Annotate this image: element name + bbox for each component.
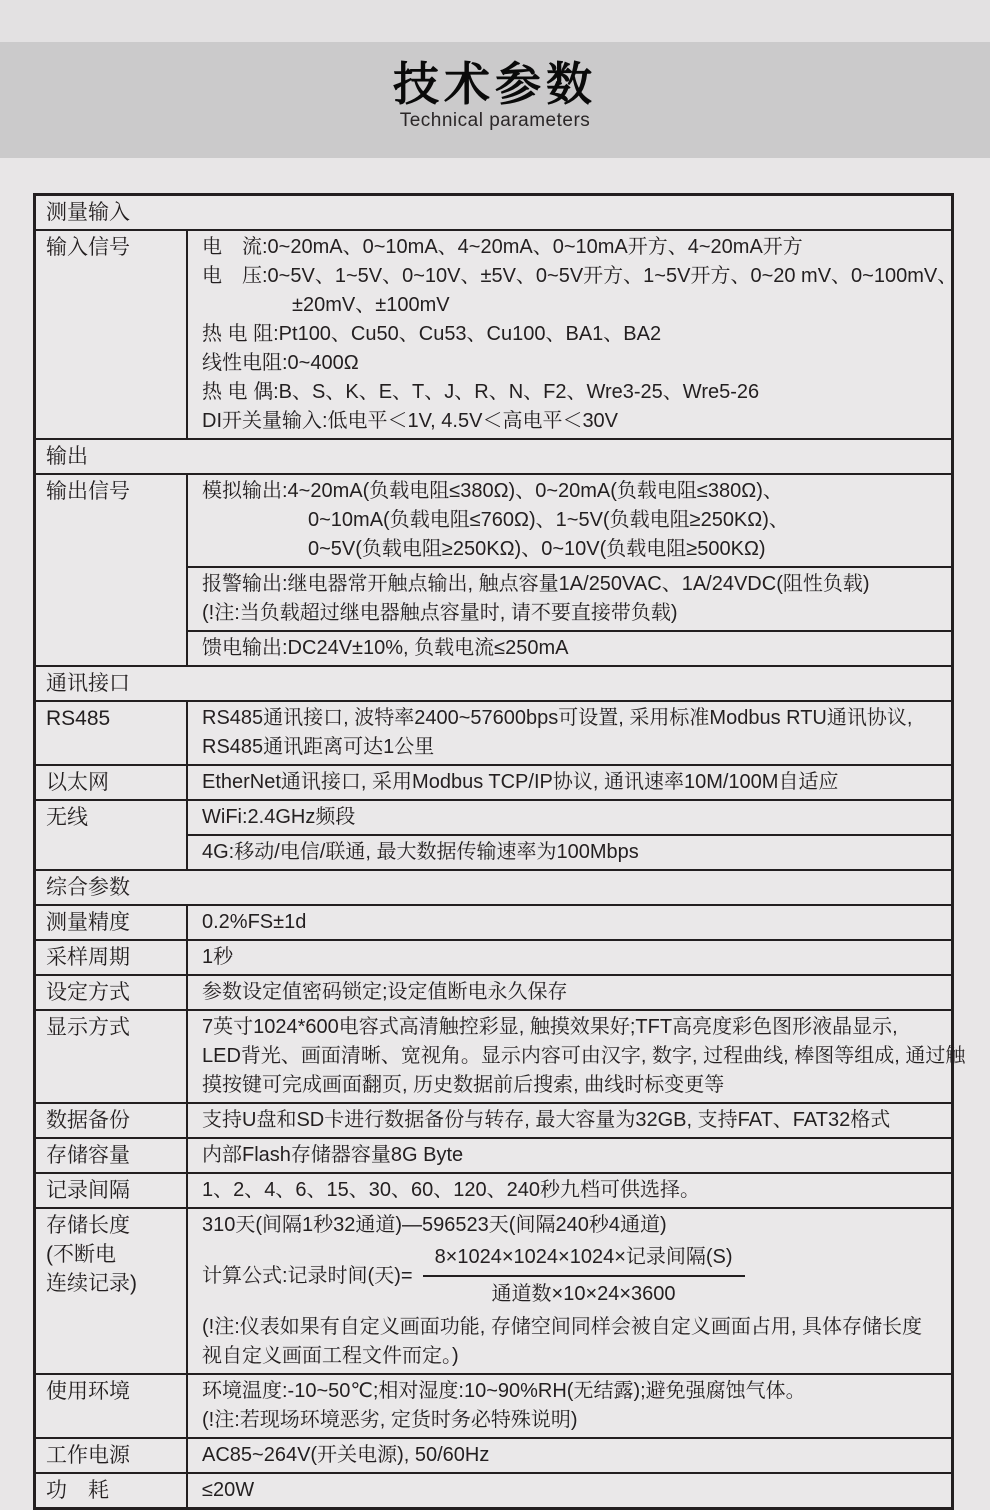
spec-line: 支持U盘和SD卡进行数据备份与转存, 最大容量为32GB, 支持FAT、FAT32格式	[202, 1109, 891, 1131]
spec-line: 电 压:0~5V、1~5V、0~10V、±5V、0~5V开方、1~5V开方、0~20 mV、0~100mV、	[202, 265, 958, 287]
title-band	[0, 42, 990, 158]
spec-line: 视自定义画面工程文件而定。)	[202, 1345, 459, 1367]
spec-line: ±20mV、±100mV	[292, 294, 450, 316]
row-label: 数据备份	[36, 1104, 188, 1137]
table-row-interval	[36, 1172, 951, 1207]
table-row-output-signal	[36, 473, 951, 665]
spec-line: 模拟输出:4~20mA(负载电阻≤380Ω)、0~20mA(负载电阻≤380Ω)、	[202, 480, 783, 502]
table-row-capacity	[36, 1137, 951, 1172]
table-row-input-signal	[36, 229, 958, 438]
section-header: 测量输入	[46, 201, 130, 224]
row-content	[188, 976, 951, 1009]
row-label: 功 耗	[36, 1474, 188, 1507]
row-content	[188, 1011, 966, 1102]
spec-table	[33, 193, 966, 1510]
spec-line: WiFi:2.4GHz频段	[202, 806, 356, 828]
table-row-power	[36, 1437, 951, 1472]
row-content	[188, 475, 951, 665]
spec-line: (!注:当负载超过继电器触点容量时, 请不要直接带负载)	[202, 602, 678, 624]
row-content	[188, 766, 951, 799]
row-content	[188, 941, 951, 974]
spec-line: 1秒	[202, 946, 234, 968]
table-row-backup	[36, 1102, 951, 1137]
row-content	[188, 1474, 951, 1507]
spec-line: 报警输出:继电器常开触点输出, 触点容量1A/250VAC、1A/24VDC(阻性负载)	[202, 573, 870, 595]
row-label: RS485	[36, 702, 188, 764]
formula-fraction	[423, 1243, 745, 1309]
table-row-display	[36, 1009, 966, 1102]
spec-line: LED背光、画面清晰、宽视角。显示内容可由汉字, 数字, 过程曲线, 棒图等组成, 通过触	[202, 1045, 966, 1067]
row-label: 记录间隔	[36, 1174, 188, 1207]
formula-denominator: 通道数×10×24×3600	[491, 1283, 676, 1305]
table-row-ethernet	[36, 764, 951, 799]
spec-line: 参数设定值密码锁定;设定值断电永久保存	[202, 981, 568, 1003]
table-row-consumption	[36, 1472, 951, 1507]
spec-line: 0.2%FS±1d	[202, 911, 307, 933]
section-header: 综合参数	[46, 876, 130, 899]
row-label: 测量精度	[36, 906, 188, 939]
table-row-rs485	[36, 700, 951, 764]
section-row-output	[36, 438, 951, 473]
spec-line: 4G:移动/电信/联通, 最大数据传输速率为100Mbps	[202, 841, 639, 863]
formula-numerator: 8×1024×1024×1024×记录间隔(S)	[423, 1243, 745, 1277]
row-content	[188, 801, 951, 869]
spec-line: (!注:若现场环境恶劣, 定货时务必特殊说明)	[202, 1409, 578, 1431]
row-content	[188, 1174, 951, 1207]
spec-line: 0~10mA(负载电阻≤760Ω)、1~5V(负载电阻≥250KΩ)、	[308, 509, 789, 531]
analog-output-block	[188, 475, 951, 566]
row-label: 输出信号	[36, 475, 188, 665]
page-title: 技术参数	[393, 58, 597, 110]
spec-line: RS485通讯距离可达1公里	[202, 736, 435, 758]
4g-block	[188, 834, 951, 869]
feed-output-block	[188, 630, 951, 665]
spec-line: 环境温度:-10~50℃;相对湿度:10~90%RH(无结露);避免强腐蚀气体。	[202, 1380, 806, 1402]
spec-line: 1、2、4、6、15、30、60、120、240秒九档可供选择。	[202, 1179, 700, 1201]
section-header: 通讯接口	[46, 672, 130, 695]
row-label-line: 连续记录)	[46, 1272, 137, 1295]
spec-line: 摸按键可完成画面翻页, 历史数据前后搜索, 曲线时标变更等	[202, 1074, 725, 1096]
spec-line: 热 电 阻:Pt100、Cu50、Cu53、Cu100、BA1、BA2	[202, 323, 662, 345]
spec-line: 内部Flash存储器容量8G Byte	[202, 1144, 464, 1166]
section-row-measure-input	[36, 196, 951, 229]
row-content	[188, 1439, 951, 1472]
table-row-accuracy	[36, 904, 951, 939]
spec-line: 7英寸1024*600电容式高清触控彩显, 触摸效果好;TFT高亮度彩色图形液晶显示,	[202, 1016, 898, 1038]
page-subtitle: Technical parameters	[399, 110, 591, 131]
section-row-comm	[36, 665, 951, 700]
row-label-line: 存储长度	[46, 1214, 130, 1237]
spec-line: 热 电 偶:B、S、K、E、T、J、R、N、F2、Wre3-25、Wre5-26	[202, 381, 760, 403]
row-content	[188, 702, 951, 764]
table-row-sampling	[36, 939, 951, 974]
spec-line: 电 流:0~20mA、0~10mA、4~20mA、0~10mA开方、4~20mA开方	[202, 236, 803, 258]
table-row-storage-length	[36, 1207, 951, 1373]
row-content	[188, 231, 958, 438]
row-label: 工作电源	[36, 1439, 188, 1472]
row-label: 显示方式	[36, 1011, 188, 1102]
table-row-environment	[36, 1373, 951, 1437]
row-label: 以太网	[36, 766, 188, 799]
row-label: 无线	[36, 801, 188, 869]
row-content	[188, 906, 951, 939]
row-label: 存储容量	[36, 1139, 188, 1172]
row-content	[188, 1104, 951, 1137]
top-strip	[0, 0, 990, 42]
spec-line: 0~5V(负载电阻≥250KΩ)、0~10V(负载电阻≥500KΩ)	[308, 538, 766, 560]
spec-line: AC85~264V(开关电源), 50/60Hz	[202, 1444, 490, 1466]
spec-line: ≤20W	[202, 1479, 255, 1501]
storage-formula	[202, 1243, 943, 1309]
spec-line: EtherNet通讯接口, 采用Modbus TCP/IP协议, 通讯速率10M/100M自适应	[202, 771, 839, 793]
spec-line: RS485通讯接口, 波特率2400~57600bps可设置, 采用标准Modbus RTU通讯协议,	[202, 707, 913, 729]
row-label	[36, 1209, 188, 1373]
spec-line: DI开关量输入:低电平＜1V, 4.5V＜高电平＜30V	[202, 410, 619, 432]
spec-line: 馈电输出:DC24V±10%, 负载电流≤250mA	[202, 637, 569, 659]
alarm-output-block	[188, 566, 951, 630]
row-label-line: (不断电	[46, 1243, 116, 1266]
section-row-general	[36, 869, 951, 904]
section-header: 输出	[46, 445, 88, 468]
row-content	[188, 1139, 951, 1172]
row-label: 输入信号	[36, 231, 188, 438]
row-label: 采样周期	[36, 941, 188, 974]
table-row-wireless	[36, 799, 951, 869]
row-label: 设定方式	[36, 976, 188, 1009]
table-row-setting	[36, 974, 951, 1009]
spec-line: 线性电阻:0~400Ω	[202, 352, 359, 374]
spec-line: (!注:仪表如果有自定义画面功能, 存储空间同样会被自定义画面占用, 具体存储长度	[202, 1316, 922, 1338]
row-content	[188, 1375, 951, 1437]
formula-prefix: 计算公式:记录时间(天)=	[202, 1264, 413, 1287]
wifi-block	[188, 801, 951, 834]
row-content	[188, 1209, 951, 1373]
spec-line: 310天(间隔1秒32通道)—596523天(间隔240秒4通道)	[202, 1214, 667, 1236]
row-label: 使用环境	[36, 1375, 188, 1437]
